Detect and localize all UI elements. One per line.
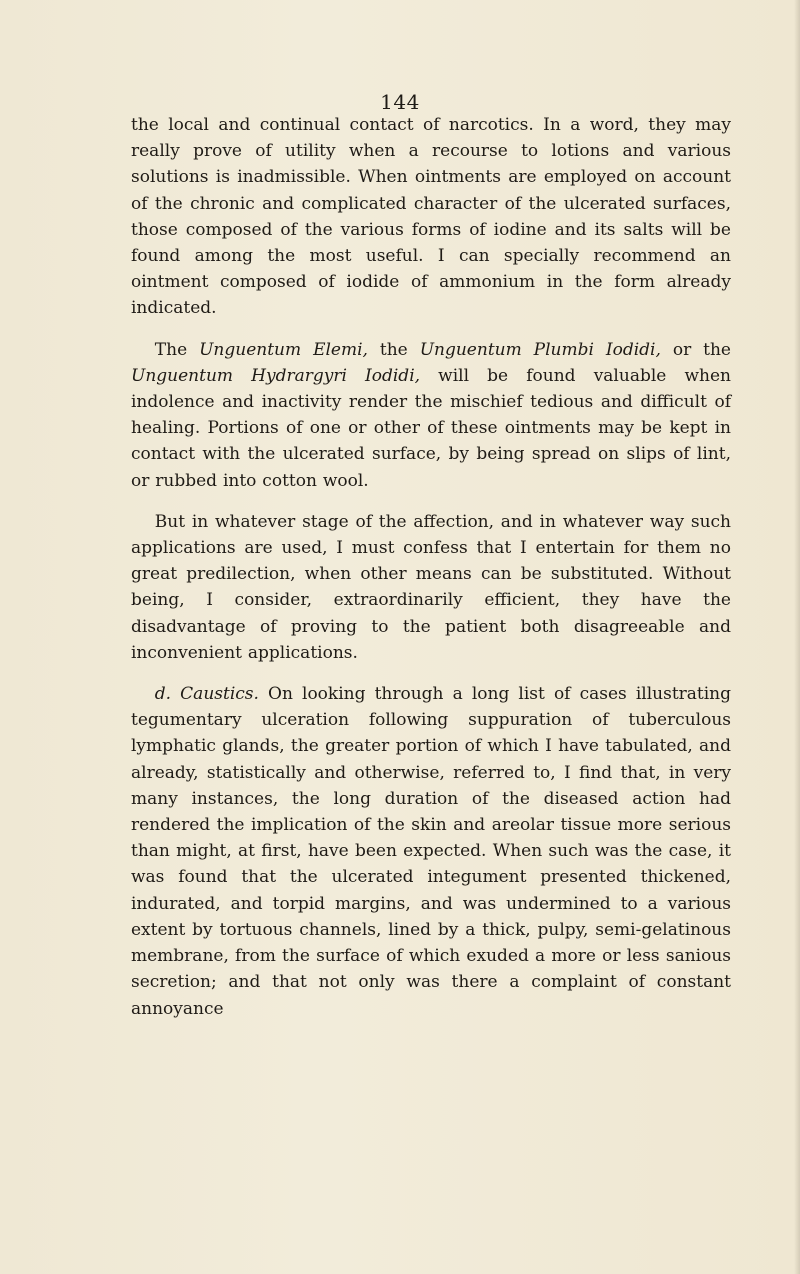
paragraph-connector: the — [379, 339, 408, 360]
term-unguentum-plumbi-iodidi: Unguentum Plumbi Iodidi, — [419, 339, 661, 360]
page-edge-shadow — [794, 0, 800, 1274]
paragraph-unguentum — [131, 337, 731, 494]
paragraph-caustics — [131, 681, 731, 1022]
paragraph-caustics-text: On looking through a long list of cases illustrating tegumentary ulceration following suppuration of tuberculous lymphatic glands, the greater portion of which I have tabulated, and already, statistically and otherwise, referred to, I find that, in very many instances, the long duration of the diseased action had rendered the implication of the skin and areolar tissue more serious than might, at first, have been expected. When such was the case, it was found that the ulcerated integument presented thickened, indurated, and torpid margins, and was undermined to a various extent by tortuous channels, lined by a thick, pulpy, semi-gelatinous membrane, from the surface of which exuded a more or less sanious secretion; and that not only was there a complaint of constant annoyance — [131, 684, 732, 1019]
paragraph-narcotics: the local and continual contact of narcotics. In a word, they may really prove of utility when a recourse to lotions and various solutions is inadmissible. When ointments are employed on account of the chronic and complicated character of the ulcerated surfaces, those composed of the various forms of iodine and its salts will be found among the most useful. I can specially recommend an ointment composed of iodide of ammonium in the form already indicated. — [131, 115, 731, 319]
paragraph-rest: will be found valuable when indolence and inactivity render the mischief tedious and difficult of healing. Portions of one or other of these ointments may be kept in contact with the ulcerated surface, by being spread on slips of lint, or rubbed into cotton wool. — [131, 365, 731, 491]
term-unguentum-elemi: Unguentum Elemi, — [199, 339, 368, 360]
section-heading-caustics: d. Caustics. — [154, 684, 259, 705]
term-unguentum-hydrargyri-iodidi: Unguentum Hydrargyri Iodidi, — [131, 365, 421, 386]
page-number: 144 — [380, 90, 420, 114]
paragraph-connector: or the — [672, 339, 731, 360]
paragraph-lead: The — [154, 339, 188, 360]
body-text — [131, 112, 731, 1022]
paragraph-applications: But in whatever stage of the affection, and in whatever way such applications are used, I must confess that I entertain for them no great predilection, when other means can be substituted. Without being, I consider, extraordinarily efficient, they have the disadvantage of proving to the patient both disagreeable and inconvenient applications. — [131, 511, 731, 663]
